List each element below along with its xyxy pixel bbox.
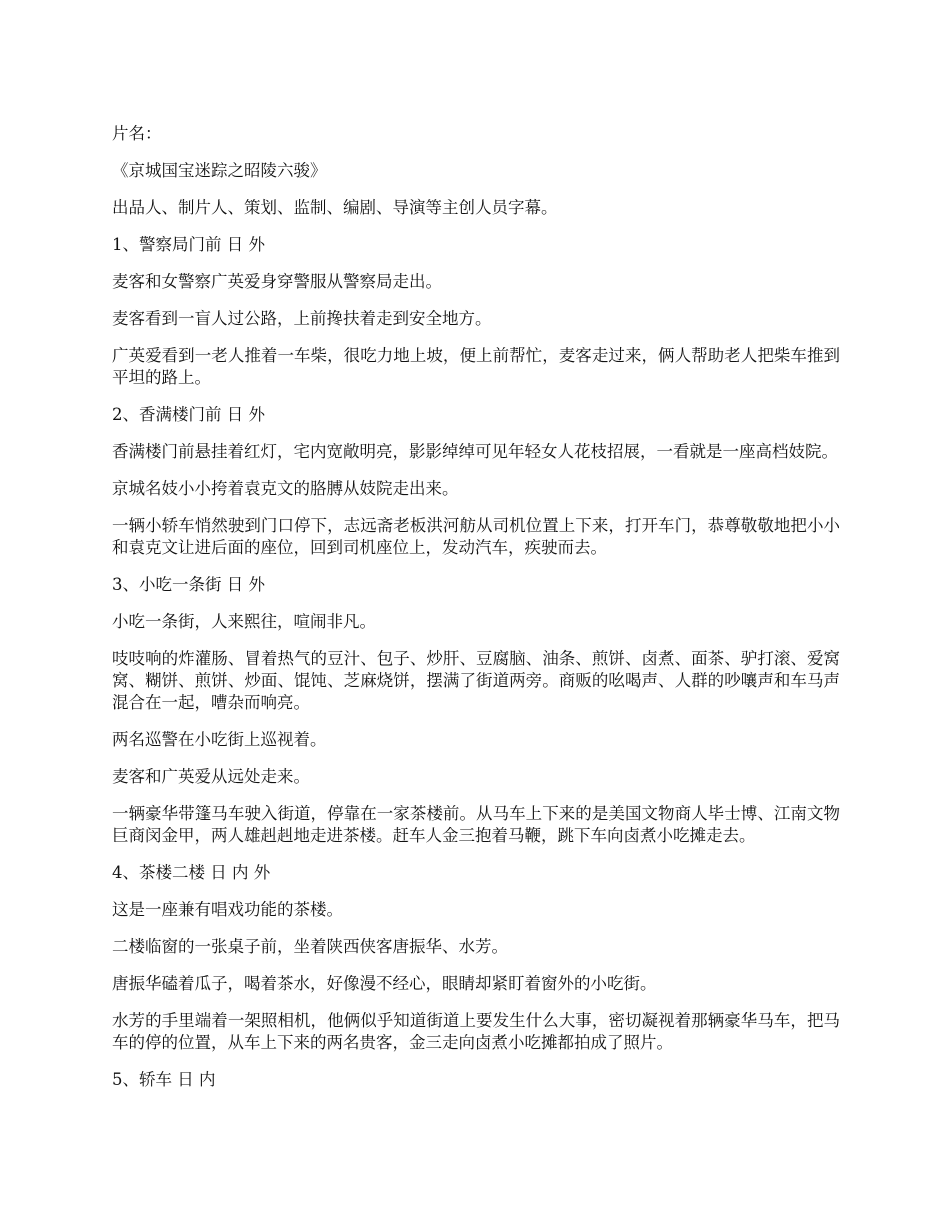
scene-4-action-2: 二楼临窗的一张桌子前，坐着陕西侠客唐振华、水芳。 [112, 937, 508, 956]
scene-4-action-1: 这是一座兼有唱戏功能的茶楼。 [112, 900, 343, 919]
film-title: 《京城国宝迷踪之昭陵六骏》 [112, 161, 327, 180]
scene-1-action-3: 广英爱看到一老人推着一车柴，很吃力地上坡，便上前帮忙，麦客走过来，俩人帮助老人把柴车推到平坦的路上。 [112, 346, 840, 387]
scene-1-action-1: 麦客和女警察广英爱身穿警服从警察局走出。 [112, 272, 442, 291]
credits-line: 出品人、制片人、策划、监制、编剧、导演等主创人员字幕。 [112, 198, 558, 217]
scene-heading-4: 4、茶楼二楼 日 内 外 [112, 863, 271, 882]
scene-heading-2: 2、香满楼门前 日 外 [112, 405, 265, 424]
scene-3-action-5: 一辆豪华带篷马车驶入街道，停靠在一家茶楼前。从马车上下来的是美国文物商人毕士博、江南文物巨商闵金甲，两人雄赳赳地走进茶楼。赶车人金三抱着马鞭，跳下车向卤煮小吃摊走去。 [112, 804, 840, 845]
scene-heading-3: 3、小吃一条街 日 外 [112, 575, 265, 594]
scene-2-action-3: 一辆小轿车悄然驶到门口停下，志远斋老板洪河舫从司机位置上下来，打开车门，恭尊敬敬地把小小和袁克文让进后面的座位，回到司机座位上，发动汽车，疾驶而去。 [112, 516, 840, 557]
scene-heading-5: 5、轿车 日 内 [112, 1070, 216, 1089]
scene-heading-1: 1、警察局门前 日 外 [112, 235, 265, 254]
document-page [112, 123, 840, 1106]
scene-2-action-2: 京城名妓小小挎着袁克文的胳膊从妓院走出来。 [112, 479, 459, 498]
scene-4-action-4: 水芳的手里端着一架照相机，他俩似乎知道街道上要发生什么大事，密切凝视着那辆豪华马车，把马车的停的位置，从车上下来的两名贵客，金三走向卤煮小吃摊都拍成了照片。 [112, 1011, 840, 1052]
scene-2-action-1: 香满楼门前悬挂着红灯，宅内宽敞明亮，影影绰绰可见年轻女人花枝招展，一看就是一座高档妓院。 [112, 442, 838, 461]
title-label: 片名： [112, 124, 162, 143]
scene-3-action-4: 麦客和广英爱从远处走来。 [112, 767, 310, 786]
scene-4-action-3: 唐振华磕着瓜子，喝着茶水，好像漫不经心，眼睛却紧盯着窗外的小吃街。 [112, 974, 657, 993]
scene-1-action-2: 麦客看到一盲人过公路，上前搀扶着走到安全地方。 [112, 309, 492, 328]
scene-3-action-3: 两名巡警在小吃街上巡视着。 [112, 730, 327, 749]
scene-3-action-1: 小吃一条街，人来熙往，喧闹非凡。 [112, 612, 376, 631]
scene-3-action-2: 吱吱响的炸灌肠、冒着热气的豆汁、包子、炒肝、豆腐脑、油条、煎饼、卤煮、面茶、驴打滚、爱窝窝、糊饼、煎饼、炒面、馄饨、芝麻烧饼，摆满了街道两旁。商贩的吆喝声、人群的吵嚷声和车马声混合在一起，嘈杂而响亮。 [112, 649, 840, 712]
